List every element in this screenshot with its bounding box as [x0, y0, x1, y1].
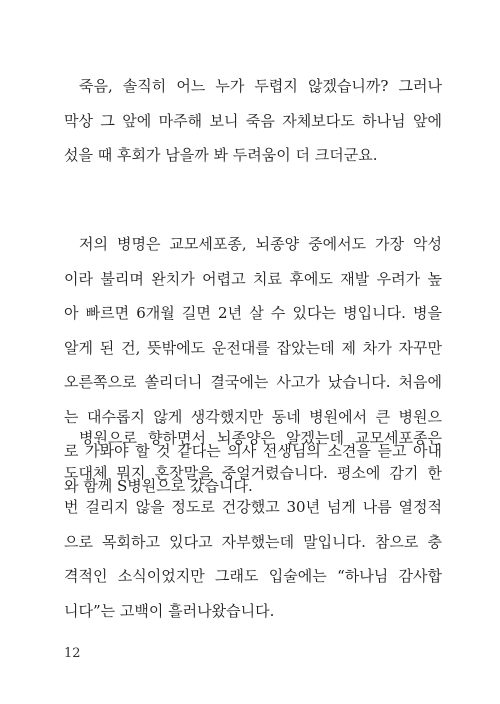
paragraph-line: 아 빠르면 6개월 길면 2년 살 수 있다는 병입니다. 병을 — [64, 304, 442, 322]
paragraph-line: 로 가봐야 할 것 같다는 의사 선생님의 소견을 듣고 아내 — [64, 442, 442, 460]
page-number: 12 — [64, 646, 81, 661]
paragraph-1 — [64, 69, 442, 173]
paragraph-line: 는 대수롭지 않게 생각했지만 동네 병원에서 큰 병원으 — [64, 407, 442, 426]
paragraph-line: 섰을 때 후회가 남을까 봐 두려움이 더 크더군요. — [64, 146, 378, 164]
paragraph-line: 이라 불리며 완치가 어렵고 치료 후에도 재발 우려가 높 — [64, 269, 442, 288]
paragraph-line: 저의 병명은 교모세포종, 뇌종양 중에서도 가장 악성 — [79, 235, 442, 253]
paragraph-line: 죽음, 솔직히 어느 누가 두렵지 않겠습니까? 그러나 — [79, 77, 442, 95]
paragraph-line: 막상 그 앞에 마주해 보니 죽음 자체보다도 하나님 앞에 — [64, 111, 442, 130]
paragraph-line: 알게 된 건, 뜻밖에도 운전대를 잡았는데 제 차가 자꾸만 — [64, 338, 442, 357]
paragraph-line: 번 걸리지 않을 정도로 건강했고 30년 넘게 나름 열정적 — [64, 498, 442, 516]
paragraph-line: 병원으로 향하면서 뇌종양은 알겠는데 교모세포종은 — [79, 429, 442, 447]
paragraph-3 — [64, 421, 442, 628]
paragraph-line: 오른쪽으로 쏠리더니 결국에는 사고가 났습니다. 처음에 — [64, 373, 442, 391]
paragraph-line: 도대체 뭐지 혼잣말을 중얼거렸습니다. 평소에 감기 한 — [64, 463, 442, 482]
paragraph-line: 격적인 소식이었지만 그래도 입술에는 “하나님 감사합 — [64, 567, 442, 585]
paragraph-line: 니다”는 고백이 흘러나왔습니다. — [64, 601, 275, 620]
paragraph-line: 으로 목회하고 있다고 자부했는데 말입니다. 참으로 충 — [64, 532, 442, 551]
paragraph-line: 와 함께 S병원으로 갔습니다. — [64, 476, 253, 495]
